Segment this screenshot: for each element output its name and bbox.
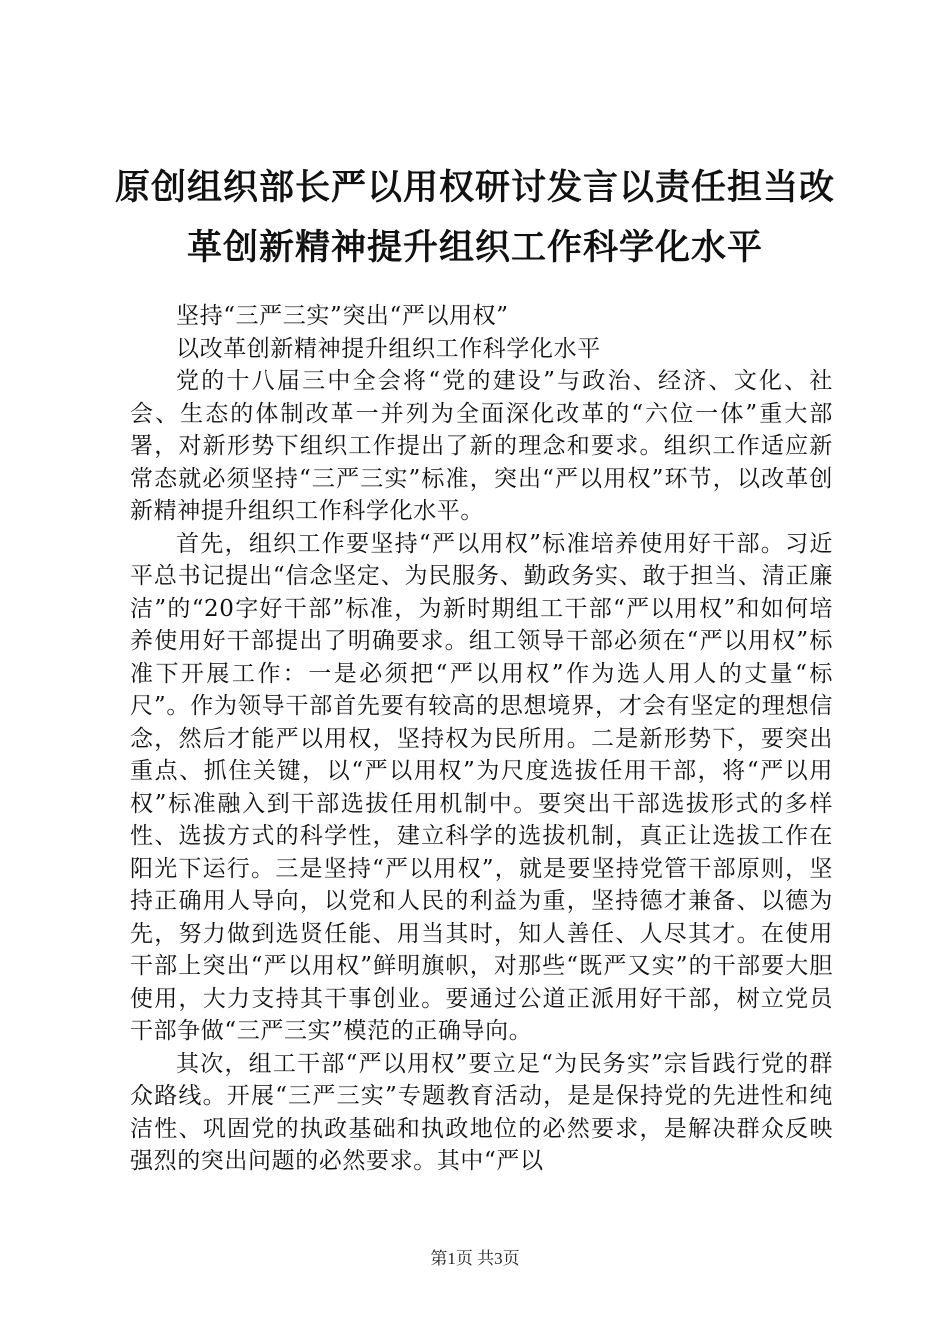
paragraph-intro: 党的十八届三中全会将“党的建设”与政治、经济、文化、社会、生态的体制改革一并列为全面深化改革的“六位一体”重大部署，对新形势下组织工作提出了新的理念和要求。组织工作适应新常态就必须坚持“三严三实”标准，突出“严以用权”环节，以改革创新精神提升组织工作科学化水平。 (130, 368, 833, 524)
page-number: 第1页 共3页 (430, 1249, 520, 1268)
page-footer (0, 1244, 950, 1269)
document-body (130, 300, 833, 1178)
paragraph-first-point: 首先，组织工作要坚持“严以用权”标准培养使用好干部。习近平总书记提出“信念坚定、为民服务、勤政务实、敢于担当、清正廉洁”的“20字好干部”标准，为新时期组工干部“严以用权”和如何培养使用好干部提出了明确要求。组工领导干部必须在“严以用权”标准下开展工作：一是必须把“严以用权”作为选人用人的丈量“标尺”。作为领导干部首先要有较高的思想境界，才会有坚定的理想信念，然后才能严以用权，坚持权为民所用。二是新形势下，要突出重点、抓住关键，以“严以用权”为尺度选拔任用干部，将“严以用权”标准融入到干部选拔任用机制中。要突出干部选拔形式的多样性、选拔方式的科学性，建立科学的选拔机制，真正让选拔工作在阳光下运行。三是坚持“严以用权”，就是要坚持党管干部原则，坚持正确用人导向，以党和人民的利益为重，坚持德才兼备、以德为先，努力做到选贤任能、用当其时，知人善任、人尽其才。在使用干部上突出“严以用权”鲜明旗帜，对那些“既严又实”的干部要大胆使用，大力支持其干事创业。要通过公道正派用好干部，树立党员干部争做“三严三实”模范的正确导向。 (130, 530, 833, 1044)
paragraph-heading-1: 坚持“三严三实”突出“严以用权” (176, 303, 509, 329)
document-title: 原创组织部长严以用权研讨发言以责任担当改革创新精神提升组织工作科学化水平 (114, 167, 835, 268)
paragraph-second-point: 其次，组工干部“严以用权”要立足“为民务实”宗旨践行党的群众路线。开展“三严三实”专题教育活动，是是保持党的先进性和纯洁性、巩固党的执政基础和执政地位的必然要求，是解决群众反映强烈的突出问题的必然要求。其中“严以 (130, 1050, 833, 1174)
paragraph-heading-2: 以改革创新精神提升组织工作科学化水平 (176, 335, 601, 362)
